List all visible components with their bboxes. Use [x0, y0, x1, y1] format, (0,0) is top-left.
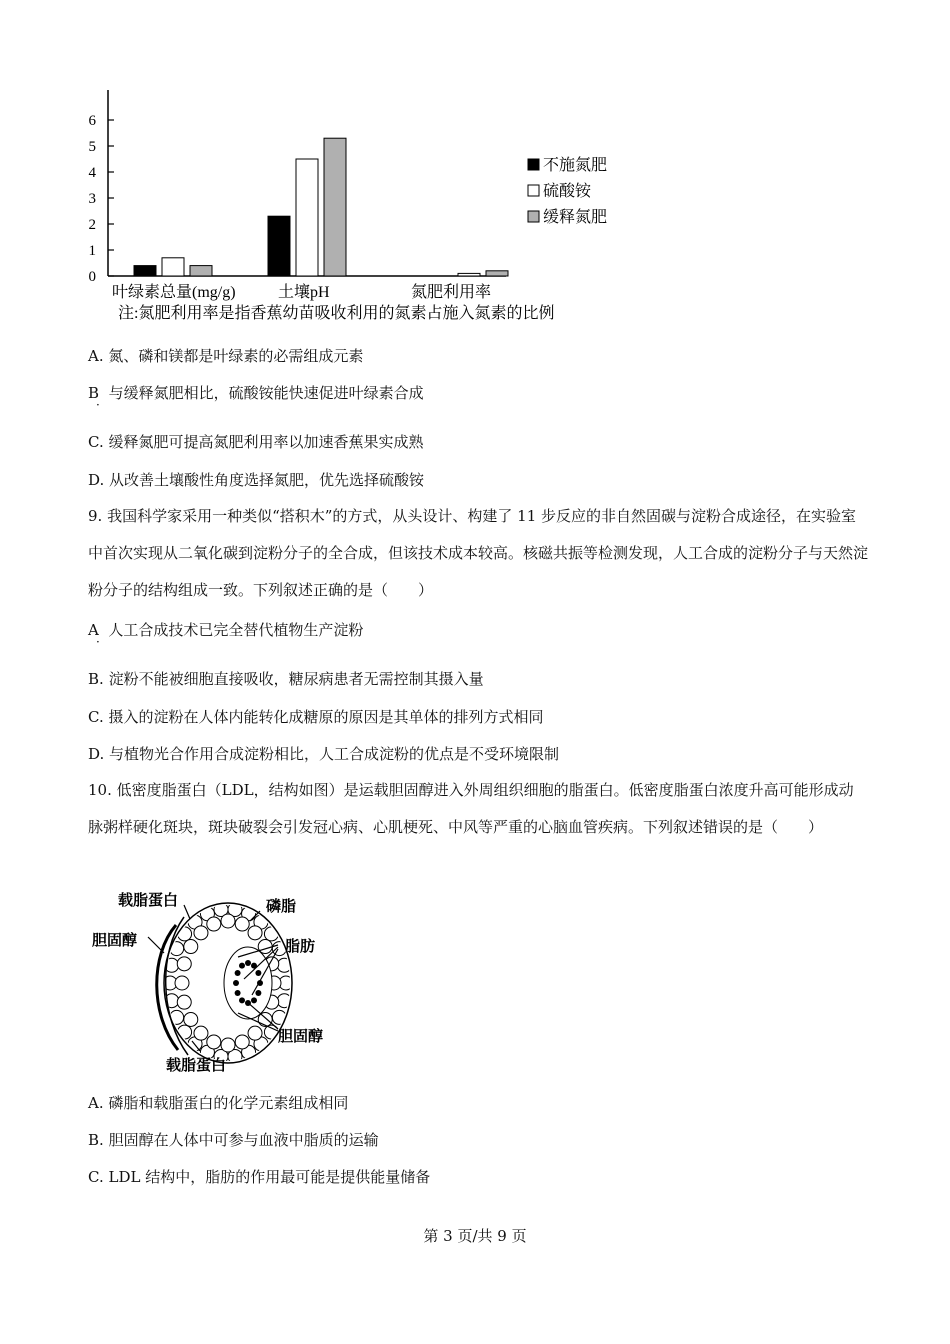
ldl-structure-diagram: [80, 885, 340, 1080]
label-cholesterol-left: 胆固醇: [92, 931, 138, 949]
lipid-head: [175, 976, 189, 990]
q8-option-d: D. 从改善土壤酸性角度选择氮肥，优先选择硫酸铵: [88, 471, 425, 489]
core-molecule: [251, 997, 257, 1003]
lipid-head: [194, 926, 208, 940]
ldl-particle: [157, 903, 293, 1064]
y-tick-label: 0: [88, 269, 96, 285]
core-molecule: [239, 963, 245, 969]
core-molecule: [245, 960, 251, 966]
y-tick-label: 5: [88, 139, 96, 155]
q8-option-a: A. 氮、磷和镁都是叶绿素的必需组成元素: [88, 347, 364, 365]
bar: [486, 271, 508, 276]
bars: [134, 138, 508, 276]
q10-stem: 10. 低密度脂蛋白（LDL，结构如图）是运载胆固醇进入外周组织细胞的脂蛋白。低密度脂蛋白浓度升高可能形成动脉粥样硬化斑块，斑块破裂会引发冠心病、心肌梗死、中风等严重的心脑血管疾病。下列叙述错误的是（ ）: [88, 781, 854, 836]
page-footer: 第 3 页/共 9 页: [423, 1227, 527, 1245]
lipid-head: [184, 1012, 198, 1026]
core-molecule: [255, 990, 261, 996]
option-dot: ·: [96, 398, 100, 412]
bar: [458, 273, 480, 276]
legend-label: 硫酸铵: [543, 183, 592, 200]
x-tick-label: 叶绿素总量(mg/g): [112, 284, 236, 301]
legend: [528, 156, 607, 226]
bar: [190, 266, 212, 276]
chart-note: 注:氮肥利用率是指香蕉幼苗吸收利用的氮素占施入氮素的比例: [118, 305, 555, 322]
y-tick-label: 1: [88, 243, 96, 259]
option-dot: ·: [96, 635, 100, 649]
core-molecule: [235, 990, 241, 996]
y-tick-label: 6: [88, 113, 96, 129]
q10-option-b: B. 胆固醇在人体中可参与血液中脂质的运输: [88, 1131, 379, 1149]
lipid-head: [207, 1035, 221, 1049]
x-tick-label: 氮肥利用率: [411, 284, 492, 301]
legend-swatch: [528, 185, 539, 196]
lipid-head: [248, 1026, 262, 1040]
x-axis-labels: [112, 282, 491, 301]
lipid-head: [248, 926, 262, 940]
x-tick-label: 土壤pH: [278, 284, 330, 301]
q9-option-b: B. 淀粉不能被细胞直接吸收，糖尿病患者无需控制其摄入量: [88, 670, 484, 688]
bar: [296, 159, 318, 276]
lipid-head: [235, 917, 249, 931]
core-molecule: [235, 970, 241, 976]
y-tick-label: 2: [88, 217, 96, 233]
bar: [134, 266, 156, 276]
lipid-head: [207, 917, 221, 931]
bar: [162, 258, 184, 276]
core-molecule: [255, 970, 261, 976]
label-phospholipid: 磷脂: [266, 897, 297, 915]
q9-option-d: D. 与植物光合作用合成淀粉相比，人工合成淀粉的优点是不受环境限制: [88, 745, 560, 763]
lipid-head: [184, 940, 198, 954]
q10-option-a: A. 磷脂和载脂蛋白的化学元素组成相同: [88, 1094, 349, 1112]
label-apoprotein-bottom: 载脂蛋白: [166, 1056, 227, 1074]
label-cholesterol-right: 胆固醇: [278, 1027, 324, 1045]
y-tick-label: 3: [88, 191, 96, 207]
bar: [324, 138, 346, 276]
y-tick-label: 4: [88, 165, 96, 181]
core-molecule: [233, 980, 239, 986]
lipid-head: [177, 995, 191, 1009]
core-molecule: [239, 997, 245, 1003]
lipid-head: [177, 957, 191, 971]
q10-option-c: C. LDL 结构中，脂肪的作用最可能是提供能量储备: [88, 1168, 431, 1186]
q8-option-c: C. 缓释氮肥可提高氮肥利用率以加速香蕉果实成熟: [88, 433, 424, 451]
q8-option-b: B 与缓释氮肥相比，硫酸铵能快速促进叶绿素合成: [88, 384, 424, 402]
bar-chart: [78, 80, 638, 330]
lipid-head: [221, 914, 235, 928]
legend-swatch: [528, 159, 539, 170]
q9-option-a: A 人工合成技术已完全替代植物生产淀粉: [88, 621, 364, 639]
lipid-head: [221, 1038, 235, 1052]
legend-label: 不施氮肥: [543, 157, 608, 174]
lipid-head: [235, 1035, 249, 1049]
label-fat: 脂肪: [285, 937, 316, 955]
legend-swatch: [528, 211, 539, 222]
q9-stem: 9. 我国科学家采用一种类似“搭积木”的方式，从头设计、构建了 11 步反应的非自然固碳与淀粉合成途径，在实验室中首次实现从二氧化碳到淀粉分子的全合成，但该技术成本较高。核磁共振等检测发现，人工合成的淀粉分子与天然淀粉分子的结构组成一致。下列叙述正确的是（ ）: [88, 507, 869, 599]
bar: [268, 216, 290, 276]
q9-option-c: C. 摄入的淀粉在人体内能转化成糖原的原因是其单体的排列方式相同: [88, 708, 544, 726]
legend-label: 缓释氮肥: [543, 209, 608, 226]
label-apoprotein-top: 载脂蛋白: [118, 891, 179, 909]
lipid-head: [194, 1026, 208, 1040]
